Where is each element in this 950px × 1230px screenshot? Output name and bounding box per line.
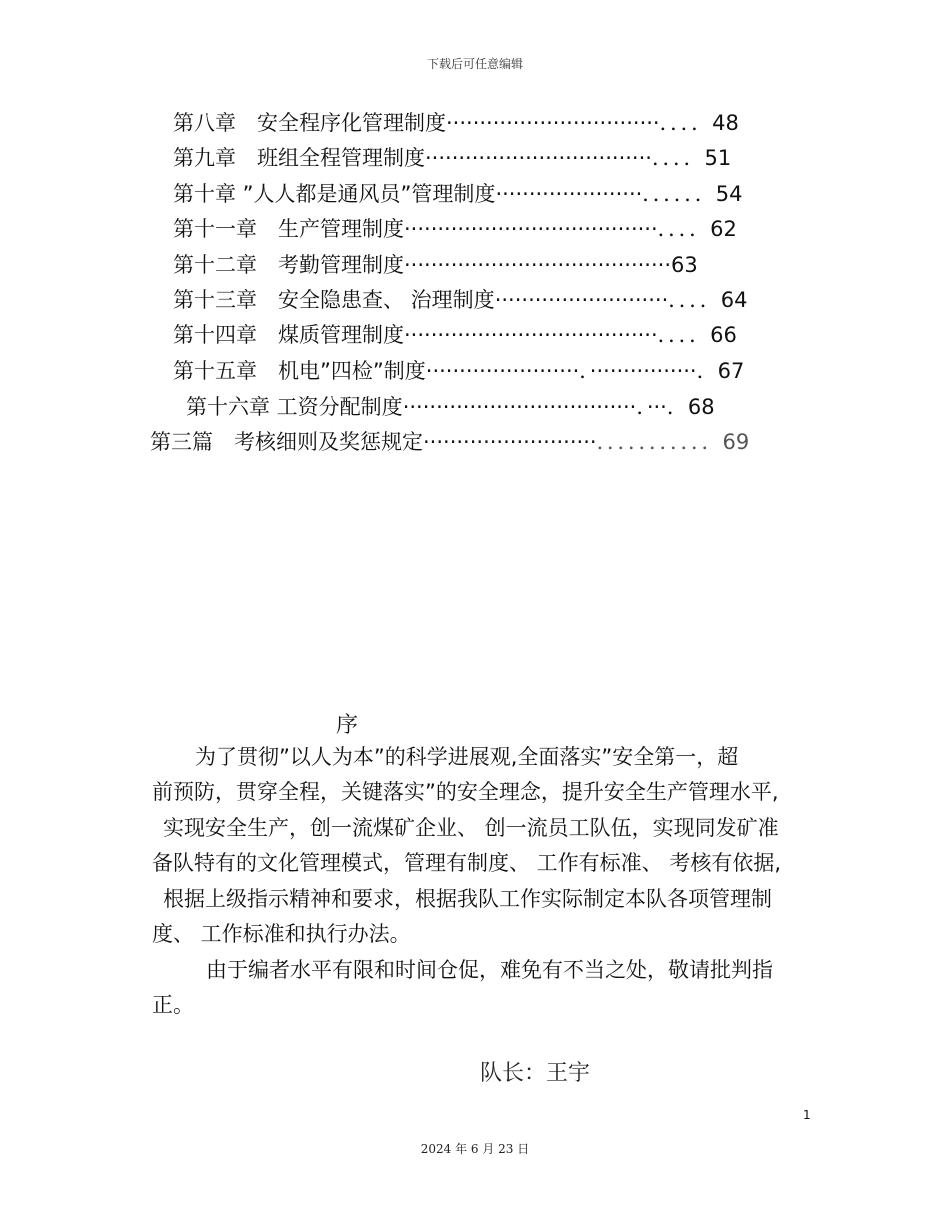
preface-title: 序 (336, 713, 359, 738)
toc-leader: ······································ (404, 217, 658, 241)
page-number: 1 (803, 1108, 811, 1122)
toc-leader: ································ (446, 111, 660, 135)
toc-leader: ·······················．················ (425, 359, 697, 383)
toc-leader: ···································．··· (402, 395, 667, 419)
toc-entry (186, 394, 715, 420)
preface-line: 备队特有的文化管理模式，管理有制度、 工作有标准、 考核有依据, (152, 851, 782, 875)
signature: 队长：王宇 (480, 1061, 591, 1086)
toc-page: ．．．．64 (668, 288, 748, 312)
toc-title: 第十章 ”人人都是通风员”管理制度 (173, 182, 496, 206)
toc-leader: ·························· (423, 430, 597, 454)
toc-title: 第十三章 安全隐患查、 治理制度 (173, 288, 495, 312)
toc-entry (173, 252, 698, 278)
toc-page: ．．．．66 (657, 323, 737, 347)
toc-leader: ······················ (495, 182, 643, 206)
toc-title: 第十二章 考勤管理制度 (173, 253, 404, 277)
preface-line: 为了贯彻”以人为本”的科学进展观,全面落实”安全第一，超 (195, 745, 739, 769)
toc-title: 第九章 班组全程管理制度 (173, 146, 425, 170)
preface-line: 根据上级指示精神和要求，根据我队工作实际制定本队各项管理制 (163, 887, 772, 911)
toc-leader: ······································ (404, 323, 658, 347)
preface-line: 前预防，贯穿全程，关键落实”的安全理念，提升安全生产管理水平, (152, 780, 779, 804)
toc-entry (173, 145, 731, 171)
preface-line: 度、 工作标准和执行办法。 (152, 922, 411, 946)
toc-leader: ········································ (404, 253, 672, 277)
toc-title: 第八章 安全程序化管理制度 (173, 111, 446, 135)
preface-line: 由于编者水平有限和时间仓促，难免有不当之处，敬请批判指 (206, 958, 773, 982)
toc-entry (173, 287, 747, 313)
toc-leader: ·································· (425, 146, 652, 170)
toc-title: 第十一章 生产管理制度 (173, 217, 404, 241)
toc-entry (173, 322, 737, 348)
toc-page: ．．．．．．．．．．．69 (596, 430, 750, 454)
toc-page: ．．．．．．54 (642, 182, 743, 206)
toc-page: ．68 (666, 395, 715, 419)
toc-page: ．．．．48 (659, 111, 739, 135)
toc-title: 第十六章 工资分配制度 (186, 395, 403, 419)
toc-leader: ·························· (494, 288, 669, 312)
toc-entry (173, 216, 737, 242)
toc-page: 63 (671, 253, 698, 277)
toc-page: ．67 (696, 359, 745, 383)
toc-page: ．．．．51 (651, 146, 732, 170)
toc-title: 第十四章 煤质管理制度 (173, 323, 404, 347)
toc-entry (173, 110, 739, 136)
toc-title: 第十五章 机电”四检”制度 (173, 359, 426, 383)
footer-date: 2024 年 6 月 23 日 (420, 1142, 530, 1156)
preface-line: 实现安全生产，创一流煤矿企业、 创一流员工队伍，实现同发矿准 (163, 816, 779, 840)
toc-page: ．．．．62 (657, 217, 737, 241)
toc-entry (150, 429, 749, 455)
toc-entry (173, 358, 744, 384)
toc-entry (173, 181, 743, 207)
page-header: 下载后可任意编辑 (426, 57, 523, 71)
preface-line: 正。 (152, 993, 194, 1017)
toc-title: 第三篇 考核细则及奖惩规定 (150, 430, 423, 454)
